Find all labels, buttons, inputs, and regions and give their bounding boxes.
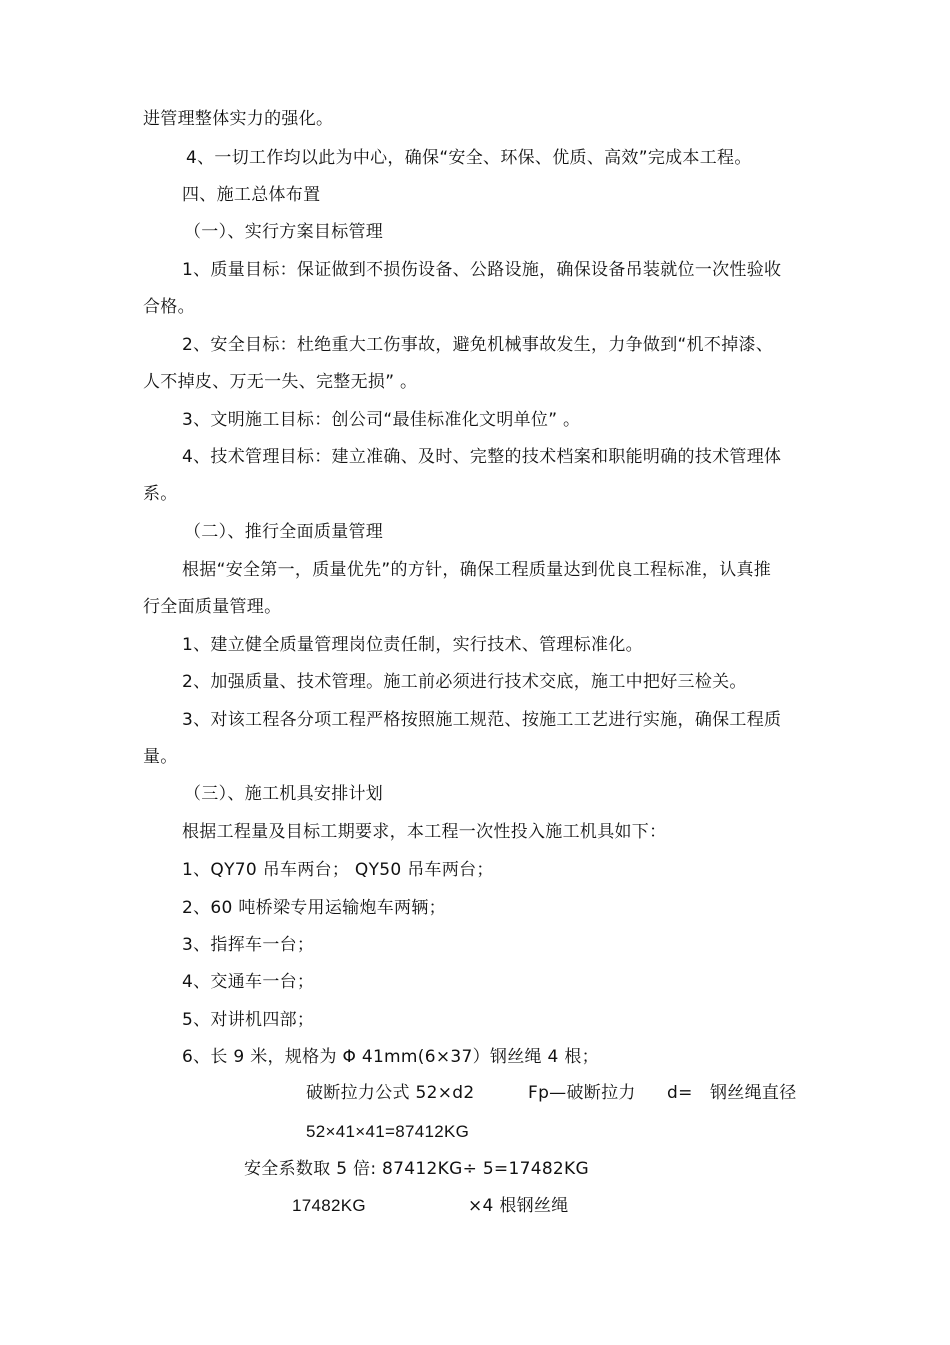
paragraph-line: 行全面质量管理。 [143,597,282,617]
formula-text: ×4 根钢丝绳 [468,1196,569,1216]
paragraph-line: 进管理整体实力的强化。 [143,109,334,129]
formula-text: Fp—破断拉力 [528,1083,636,1103]
formula-part: 5=17482KG [477,1159,589,1179]
paragraph-line: 根据工程量及目标工期要求，本工程一次性投入施工机具如下： [182,822,667,842]
paragraph-line: 合格。 [143,297,195,317]
paragraph-line: 3、对该工程各分项工程严格按照施工规范、按施工工艺进行实施，确保工程质 [182,710,782,730]
list-item: 3、指挥车一台； [182,935,315,955]
formula-text: 17482KG [292,1196,366,1215]
list-item: 6、长 9 米，规格为 Φ 41mm(6×37）钢丝绳 4 根； [182,1047,599,1067]
division-sign: ÷ [462,1159,478,1179]
paragraph-line: 3、文明施工目标：创公司“最佳标准化文明单位” 。 [182,410,581,430]
formula-text [244,1158,589,1180]
list-item: 4、交通车一台； [182,972,315,992]
paragraph-line: 量。 [143,747,178,767]
formula-text: 52×41×41=87412KG [306,1122,470,1141]
subsection-heading: （三）、施工机具安排计划 [184,784,384,804]
subsection-heading: （二）、推行全面质量管理 [184,522,384,542]
formula-text: d= [667,1083,693,1103]
section-heading: 四、施工总体布置 [182,185,321,205]
formula-text: 破断拉力公式 52×d2 [306,1083,475,1103]
paragraph-line: 根据“安全第一，质量优先”的方针，确保工程质量达到优良工程标准，认真推 [182,560,772,580]
paragraph-line: 1、质量目标：保证做到不损伤设备、公路设施，确保设备吊装就位一次性验收 [182,260,782,280]
list-item: 5、对讲机四部； [182,1010,315,1030]
paragraph-line: 2、安全目标：杜绝重大工伤事故，避免机械事故发生，力争做到“机不掉漆、 [182,335,774,355]
paragraph-line: 4、一切工作均以此为中心，确保“安全、环保、优质、高效”完成本工程。 [186,148,752,168]
paragraph-line: 1、建立健全质量管理岗位责任制，实行技术、管理标准化。 [182,635,643,655]
subsection-heading: （一）、实行方案目标管理 [184,222,384,242]
paragraph-line: 2、加强质量、技术管理。施工前必须进行技术交底，施工中把好三检关。 [182,672,747,692]
paragraph-line: 4、技术管理目标：建立准确、及时、完整的技术档案和职能明确的技术管理体 [182,447,782,467]
formula-part: 安全系数取 5 倍: 87412KG [244,1159,463,1179]
paragraph-line: 人不掉皮、万无一失、完整无损” 。 [143,372,418,392]
formula-text: 钢丝绳直径 [710,1083,797,1103]
list-item: 1、QY70 吊车两台； QY50 吊车两台； [182,860,494,880]
paragraph-line: 系。 [143,484,178,504]
list-item: 2、60 吨桥梁专用运输炮车两辆； [182,898,446,918]
